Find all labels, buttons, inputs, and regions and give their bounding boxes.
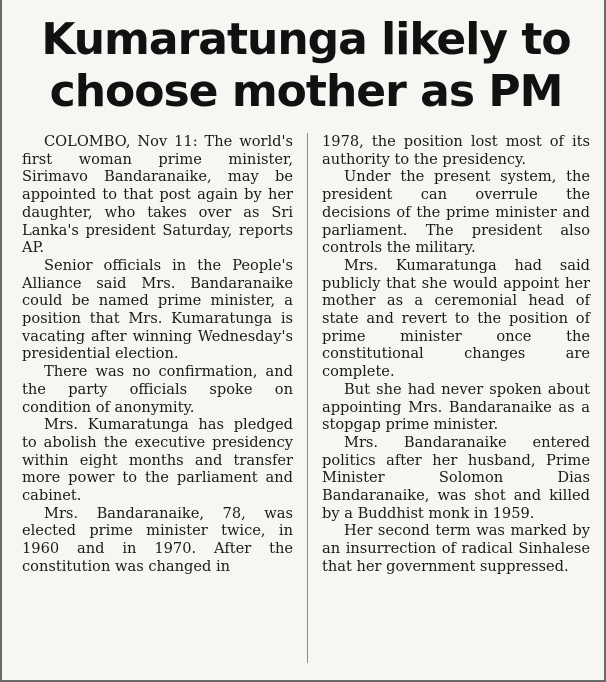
paragraph: Mrs. Bandaranaike entered politics after her husband, Prime Minister Solomon Dias Bandaranaike, was shot and killed by a Buddhist monk in 1959. <box>322 433 590 522</box>
paragraph: Mrs. Kumaratunga had said publicly that she would appoint her mother as a ceremonial head of state and revert to the position of prime minister once the constitutional changes are complete. <box>322 256 590 381</box>
article-column-left <box>22 133 293 576</box>
paragraph: COLOMBO, Nov 11: The world's first woman prime minister, Sirimavo Bandaranaike, may be appointed to that post again by her daughter, who takes over as Sri Lanka's president Saturday, reports AP. <box>22 133 293 257</box>
paragraph: Mrs. Bandaranaike, 78, was elected prime minister twice, in 1960 and in 1970. After the constitution was changed in <box>22 504 293 575</box>
paragraph: Mrs. Kumaratunga has pledged to abolish the executive presidency within eight months and transfer more power to the parliament and cabinet. <box>22 416 293 505</box>
paragraph: 1978, the position lost most of its authority to the presidency. <box>322 133 590 168</box>
paragraph: Senior officials in the People's Alliance said Mrs. Bandaranaike could be named prime minister, a position that Mrs. Kumaratunga is vacating after winning Wednesday's presidential election. <box>22 256 293 363</box>
paragraph: Her second term was marked by an insurrection of radical Sinhalese that her government suppressed. <box>322 522 590 575</box>
paragraph: There was no confirmation, and the party officials spoke on condition of anonymity. <box>22 363 293 416</box>
column-divider <box>307 133 308 663</box>
article-column-right <box>322 133 590 576</box>
paragraph: Under the present system, the president can overrule the decisions of the prime minister and parliament. The president also controls the military. <box>322 168 590 257</box>
headline: Kumaratunga likely to choose mother as PM <box>41 14 571 117</box>
paragraph: But she had never spoken about appointing Mrs. Bandaranaike as a stopgap prime minister. <box>322 380 590 434</box>
